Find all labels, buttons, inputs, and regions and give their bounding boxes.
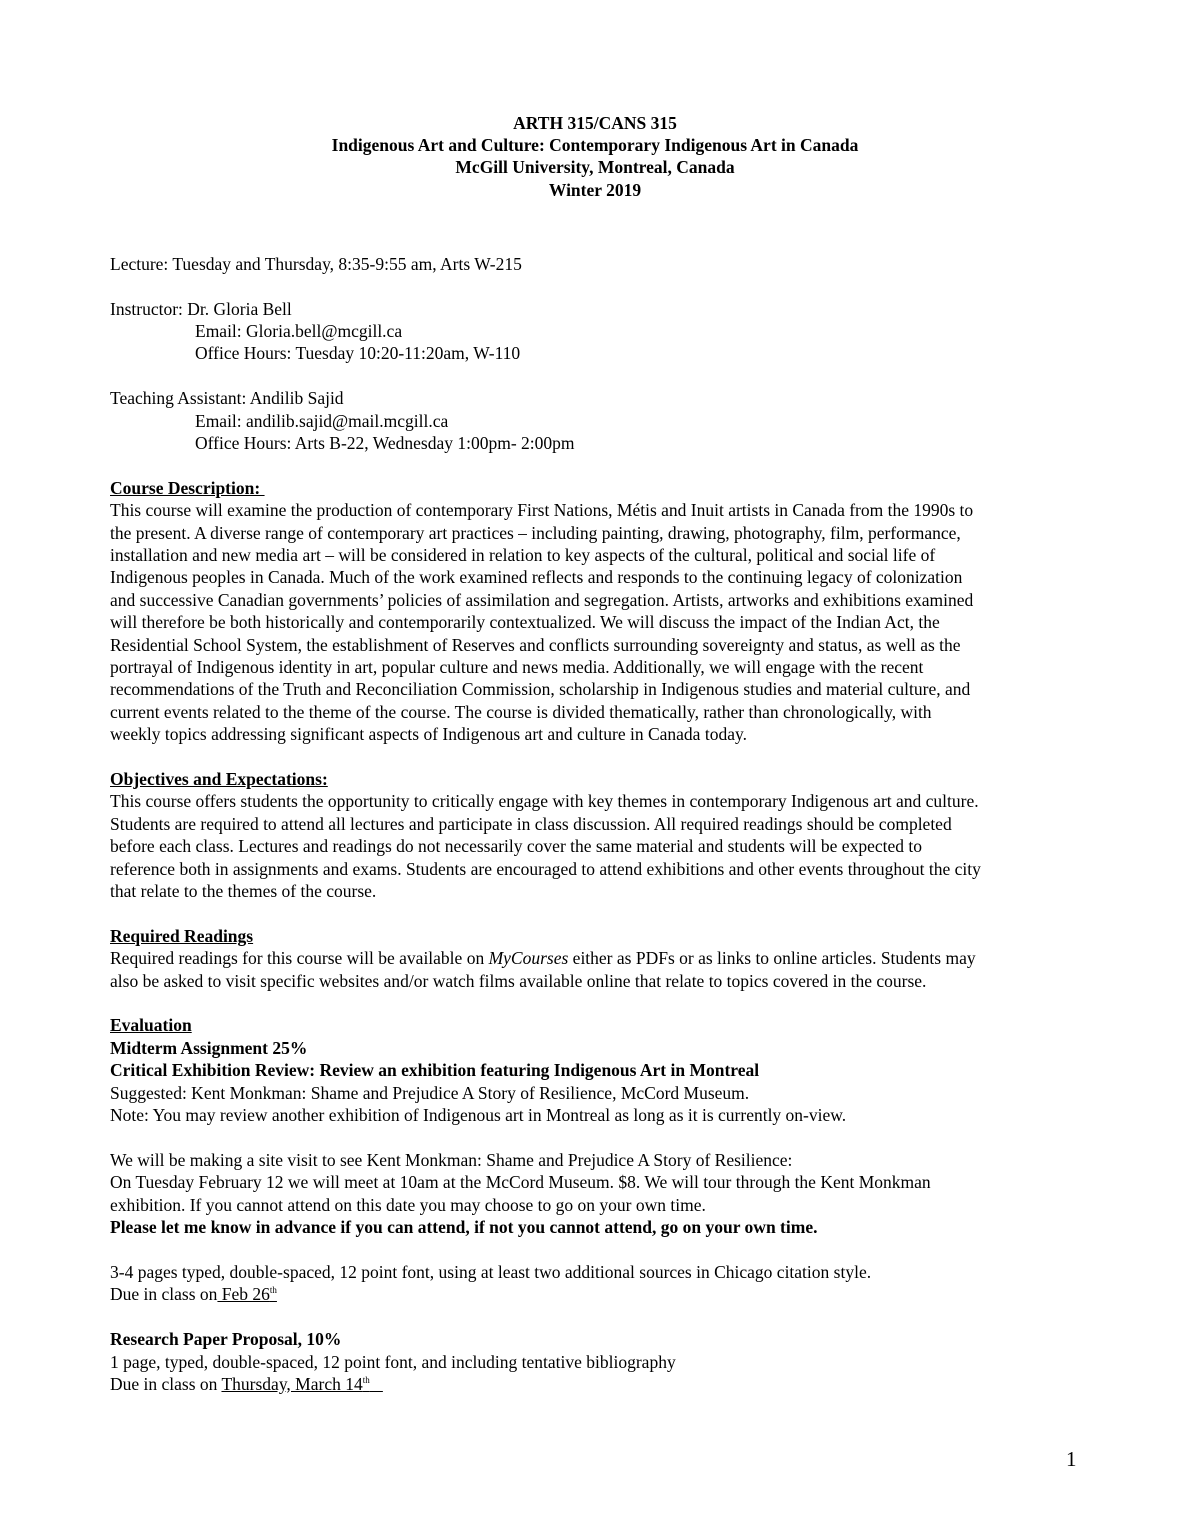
objectives-heading: Objectives and Expectations: xyxy=(110,769,328,790)
instructor-office-hours: Office Hours: Tuesday 10:20-11:20am, W-110 xyxy=(195,343,521,364)
midterm-heading: Midterm Assignment 25% xyxy=(110,1037,308,1058)
readings-text: either as PDFs or as links to online articles. Students may xyxy=(568,948,976,969)
readings-heading: Required Readings xyxy=(110,925,254,946)
ta-name: Teaching Assistant: Andilib Sajid xyxy=(110,388,344,409)
review-due xyxy=(110,1283,1085,1305)
objectives-line: Students are required to attend all lectures and participate in class discussion. All required readings should be completed xyxy=(110,813,952,834)
proposal-due xyxy=(110,1373,1085,1395)
description-line: Indigenous peoples in Canada. Much of the work examined reflects and responds to the continuing legacy of colonization xyxy=(110,567,963,588)
due-prefix: Due in class on xyxy=(110,1284,218,1305)
description-line: portrayal of Indigenous identity in art, popular culture and news media. Additionally, we will engage with the recent xyxy=(110,657,924,678)
evaluation-heading: Evaluation xyxy=(110,1015,192,1036)
description-line: This course will examine the production of contemporary First Nations, Métis and Inuit artists in Canada from the 1990s to xyxy=(110,500,974,521)
page-content xyxy=(110,112,1085,1395)
description-line: will therefore be both historically and contemporarily contextualized. We will discuss the impact of the Indian Act, the xyxy=(110,612,940,633)
course-description-heading: Course Description: xyxy=(110,477,265,498)
mycourses-name: MyCourses xyxy=(488,948,569,969)
due-date-suffix: th xyxy=(362,1375,370,1386)
readings-line-1 xyxy=(110,947,1085,969)
objectives-line: This course offers students the opportunity to critically engage with key themes in contemporary Indigenous art and culture. xyxy=(110,791,979,812)
description-line: weekly topics addressing significant aspects of Indigenous art and culture in Canada today. xyxy=(110,724,747,745)
description-line: recommendations of the Truth and Reconciliation Commission, scholarship in Indigenous studies and material culture, and xyxy=(110,679,971,700)
university-name: McGill University, Montreal, Canada xyxy=(455,157,735,178)
site-visit-line-2: On Tuesday February 12 we will meet at 10am at the McCord Museum. $8. We will tour through the Kent Monkman xyxy=(110,1172,931,1193)
due-date-text: Thursday, March 14 xyxy=(221,1373,363,1394)
site-visit-line-3: exhibition. If you cannot attend on this date you may choose to go on your own time. xyxy=(110,1194,706,1215)
instructor-email: Email: Gloria.bell@mcgill.ca xyxy=(195,320,403,341)
description-line: the present. A diverse range of contemporary art practices – including painting, drawing, photography, film, performance, xyxy=(110,522,961,543)
review-note: Note: You may review another exhibition of Indigenous art in Montreal as long as it is currently on-view. xyxy=(110,1105,847,1126)
course-description-text xyxy=(110,499,1085,745)
readings-line-2: also be asked to visit specific websites and/or watch films available online that relate to topics covered in the course. xyxy=(110,970,927,991)
objectives-text xyxy=(110,790,1085,902)
course-title: Indigenous Art and Culture: Contemporary Indigenous Art in Canada xyxy=(331,135,859,156)
site-visit-line-1: We will be making a site visit to see Kent Monkman: Shame and Prejudice A Story of Resilience: xyxy=(110,1149,793,1170)
due-date-suffix: th xyxy=(269,1285,277,1296)
readings-text: Required readings for this course will be available on xyxy=(110,948,489,969)
review-suggested: Suggested: Kent Monkman: Shame and Prejudice A Story of Resilience, McCord Museum. xyxy=(110,1082,750,1103)
description-line: and successive Canadian governments’ policies of assimilation and segregation. Artists, artworks and exhibitions examined xyxy=(110,589,974,610)
proposal-format: 1 page, typed, double-spaced, 12 point font, and including tentative bibliography xyxy=(110,1351,676,1372)
course-code: ARTH 315/CANS 315 xyxy=(513,113,677,133)
proposal-heading: Research Paper Proposal, 10% xyxy=(110,1329,342,1350)
term: Winter 2019 xyxy=(548,179,642,200)
objectives-line: before each class. Lectures and readings do not necessarily cover the same material and students will be expected to xyxy=(110,836,922,857)
proposal-due-date xyxy=(221,1374,382,1394)
advance-notice: Please let me know in advance if you can attend, if not you cannot attend, go on your own time. xyxy=(110,1217,818,1238)
lecture-info: Lecture: Tuesday and Thursday, 8:35-9:55 am, Arts W-215 xyxy=(110,253,522,274)
review-format: 3-4 pages typed, double-spaced, 12 point font, using at least two additional sources in Chicago citation style. xyxy=(110,1261,872,1282)
course-header xyxy=(110,112,1080,201)
review-title: Critical Exhibition Review: Review an exhibition featuring Indigenous Art in Montreal xyxy=(110,1060,760,1081)
description-line: Residential School System, the establishment of Reserves and conflicts surrounding sovereignty and status, as well as the xyxy=(110,634,961,655)
page-number: 1 xyxy=(1066,1447,1077,1471)
ta-office-hours: Office Hours: Arts B-22, Wednesday 1:00pm- 2:00pm xyxy=(195,432,575,453)
due-prefix: Due in class on xyxy=(110,1373,222,1394)
instructor-name: Instructor: Dr. Gloria Bell xyxy=(110,298,292,319)
due-date-trail xyxy=(370,1374,383,1394)
due-date-text: Feb 26 xyxy=(217,1284,270,1305)
description-line: installation and new media art – will be considered in relation to key aspects of the cultural, political and social life of xyxy=(110,544,936,565)
description-line: current events related to the theme of the course. The course is divided thematically, rather than chronologically, with xyxy=(110,701,932,722)
objectives-line: reference both in assignments and exams. Students are encouraged to attend exhibitions and other events throughout the city xyxy=(110,858,981,879)
ta-email: Email: andilib.sajid@mail.mcgill.ca xyxy=(195,410,449,431)
objectives-line: that relate to the themes of the course. xyxy=(110,881,377,902)
review-due-date xyxy=(217,1284,277,1304)
